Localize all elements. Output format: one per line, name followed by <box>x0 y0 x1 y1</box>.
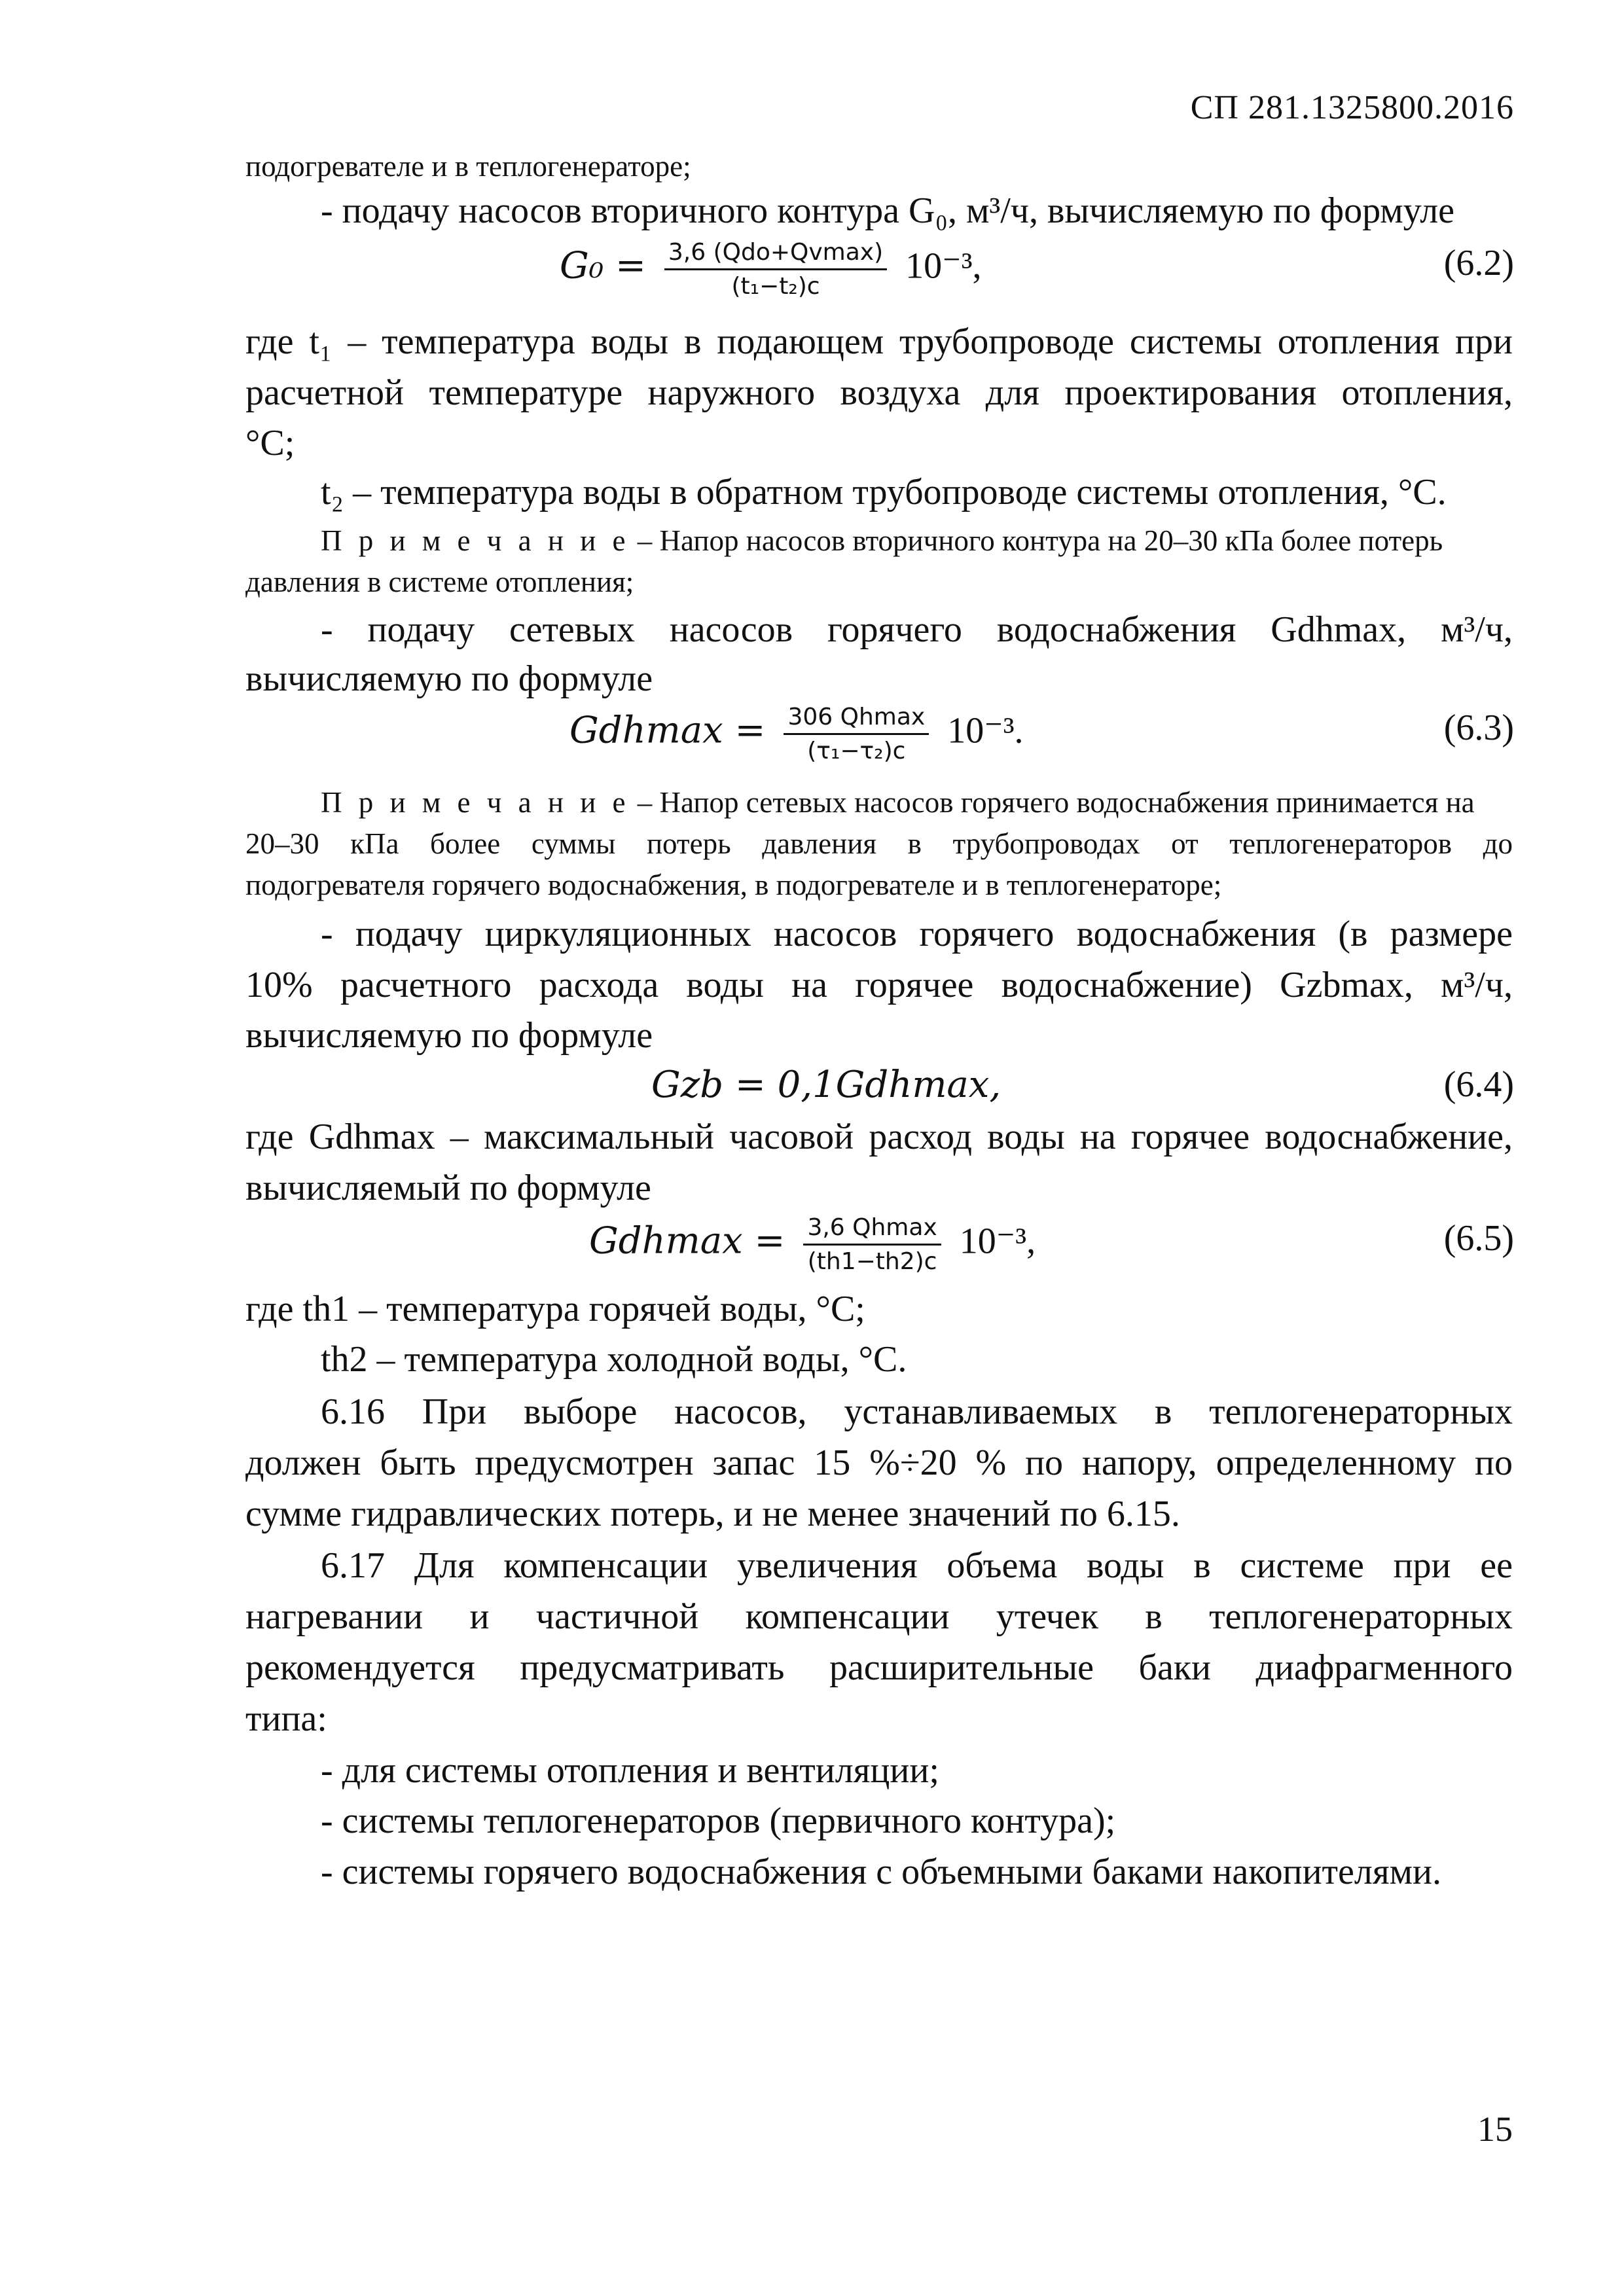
text-line: 10% расчетного расхода воды на горячее водоснабжение) Gzbmax, м³/ч, <box>245 965 1513 1005</box>
text-line: th2 – температура холодной воды, °С. <box>321 1339 907 1380</box>
text-line: вычисляемую по формуле <box>245 658 653 699</box>
paragraph-6-16-line: сумме гидравлических потерь, и не менее значений по 6.15. <box>245 1494 1180 1534</box>
equation-lhs: Gdhmax = <box>569 709 766 752</box>
paragraph-6-17-line: типа: <box>245 1698 327 1739</box>
equation-number: (6.3) <box>1443 708 1514 748</box>
equation-lhs: Gdhmax = <box>589 1219 785 1263</box>
paragraph-6-16-line: должен быть предусмотрен запас 15 %÷20 % по напору, определенному по <box>245 1443 1513 1483</box>
note-line: давления в системе отопления; <box>245 565 634 598</box>
text-line: вычисляемый по формуле <box>245 1168 651 1208</box>
fraction-denominator: (th1−th2)c <box>807 1248 937 1275</box>
note-line: 20–30 кПа более суммы потерь давления в трубопроводах от теплогенераторов до <box>245 827 1513 860</box>
paragraph-6-17-line: рекомендуется предусматривать расширительные баки диафрагменного <box>245 1647 1513 1688</box>
equation-6-4: Gzb = 0,1Gdhmax, <box>651 1064 1001 1106</box>
text-line: - подачу циркуляционных насосов горячего водоснабжения (в размере <box>321 914 1513 954</box>
note-line <box>321 785 1513 819</box>
paragraph-6-17-line: 6.17 Для компенсации увеличения объема воды в системе при ее <box>321 1545 1513 1586</box>
paragraph-6-16-line: 6.16 При выборе насосов, устанавливаемых в теплогенераторных <box>321 1391 1513 1432</box>
equation-6-3 <box>569 704 1024 764</box>
fraction-denominator: (t₁−t₂)c <box>731 273 820 300</box>
fraction-numerator: 3,6 (Qdo+Qvmax) <box>664 239 887 270</box>
list-item: - системы горячего водоснабжения с объемными баками накопителями. <box>321 1852 1441 1892</box>
equation-tail: 10⁻³. <box>947 710 1024 751</box>
fraction-numerator: 3,6 Qhmax <box>803 1214 941 1246</box>
text-line: где Gdhmax – максимальный часовой расход воды на горячее водоснабжение, <box>245 1117 1513 1157</box>
note-line: подогревателя горячего водоснабжения, в подогревателе и в теплогенераторе; <box>245 869 1222 901</box>
equation-tail: 10⁻³, <box>905 245 982 287</box>
equation-6-2 <box>560 239 982 300</box>
text-line: °С; <box>245 423 295 463</box>
fraction-numerator: 306 Qhmax <box>784 704 929 735</box>
document-code-header: СП 281.1325800.2016 <box>1190 89 1514 126</box>
equation-number: (6.2) <box>1443 243 1514 283</box>
text-line: - подачу насосов вторичного контура G₀, м³/ч, вычисляемую по формуле <box>321 190 1455 231</box>
text-line: расчетной температуре наружного воздуха для проектирования отопления, <box>245 372 1513 413</box>
text-line: где t₁ – температура воды в подающем трубопроводе системы отопления при <box>245 321 1513 362</box>
page-number: 15 <box>1477 2109 1513 2149</box>
equation-number: (6.4) <box>1443 1064 1514 1105</box>
fraction <box>784 704 929 764</box>
note-text: – Напор сетевых насосов горячего водоснабжения принимается на <box>630 786 1475 819</box>
equation-lhs: G₀ = <box>560 244 646 287</box>
text-line: вычисляемую по формуле <box>245 1015 653 1056</box>
note-label: П р и м е ч а н и е <box>321 524 630 557</box>
list-item: - системы теплогенераторов (первичного контура); <box>321 1801 1116 1841</box>
paragraph-6-17-line: нагревании и частичной компенсации утечек в теплогенераторных <box>245 1596 1513 1637</box>
fraction-denominator: (τ₁−τ₂)c <box>807 738 906 764</box>
equation-6-5 <box>589 1214 1036 1275</box>
text-line: где th1 – температура горячей воды, °С; <box>245 1289 865 1329</box>
list-item: - для системы отопления и вентиляции; <box>321 1750 939 1791</box>
text-line: подогревателе и в теплогенераторе; <box>245 150 691 183</box>
equation-tail: 10⁻³, <box>959 1221 1036 1262</box>
fraction <box>664 239 887 300</box>
note-label: П р и м е ч а н и е <box>321 786 630 819</box>
note-line <box>321 524 1513 558</box>
text-line: - подачу сетевых насосов горячего водоснабжения Gdhmax, м³/ч, <box>321 609 1513 650</box>
equation-number: (6.5) <box>1443 1218 1514 1259</box>
note-text: – Напор насосов вторичного контура на 20–30 кПа более потерь <box>630 524 1443 557</box>
text-line: t₂ – температура воды в обратном трубопроводе системы отопления, °С. <box>321 472 1447 512</box>
fraction <box>803 1214 941 1275</box>
